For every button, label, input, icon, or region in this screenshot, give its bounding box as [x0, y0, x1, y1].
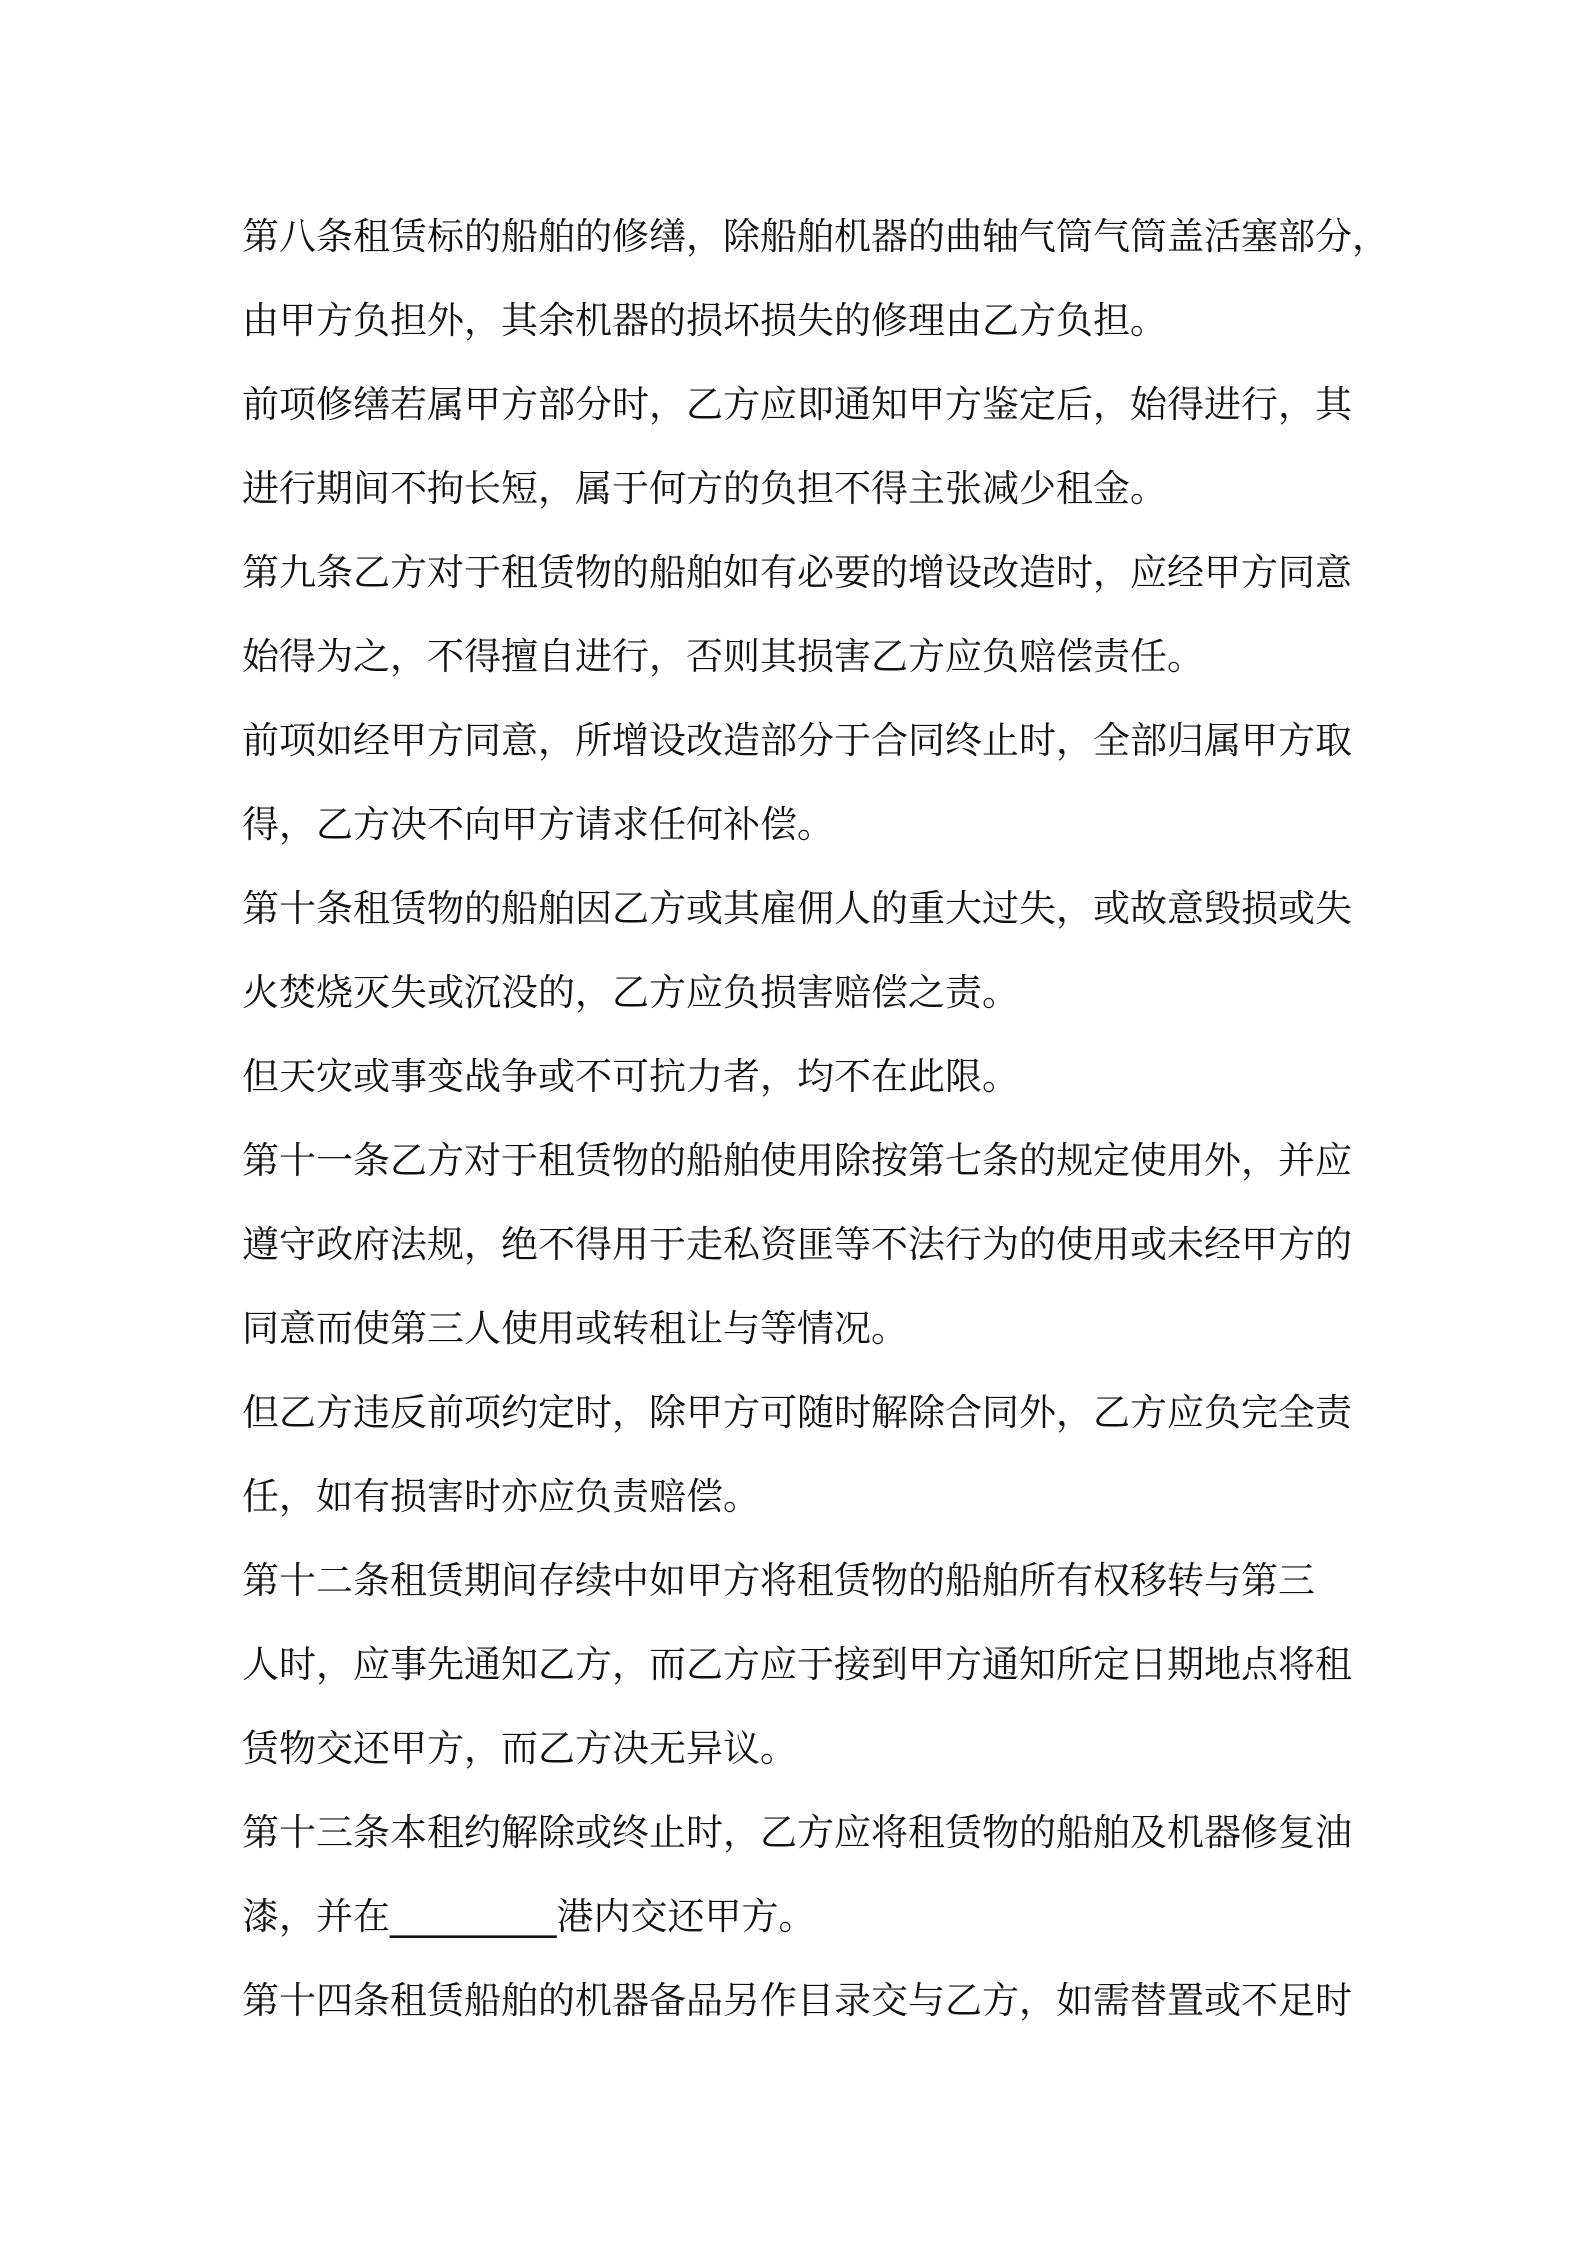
text-line: 第八条租赁标的船舶的修缮，除船舶机器的曲轴气筒气筒盖活塞部分， — [242, 215, 1389, 258]
text-line: 进行期间不拘长短，属于何方的负担不得主张减少租金。 — [242, 467, 1167, 510]
text-line: 始得为之，不得擅自进行，否则其损害乙方应负赔偿责任。 — [242, 635, 1204, 678]
text-line: 得，乙方决不向甲方请求任何补偿。 — [242, 803, 834, 846]
text-line: 第十一条乙方对于租赁物的船舶使用除按第七条的规定使用外，并应 — [242, 1139, 1352, 1182]
text-line: 遵守政府法规，绝不得用于走私资匪等不法行为的使用或未经甲方的 — [242, 1223, 1352, 1266]
text-line: 火焚烧灭失或沉没的，乙方应负损害赔偿之责。 — [242, 971, 1019, 1014]
text-line: 但天灾或事变战争或不可抗力者，均不在此限。 — [242, 1055, 1019, 1098]
text-line: 同意而使第三人使用或转租让与等情况。 — [242, 1307, 908, 1350]
text-line: 前项如经甲方同意，所增设改造部分于合同终止时，全部归属甲方取 — [242, 719, 1352, 762]
text-line: 但乙方违反前项约定时，除甲方可随时解除合同外，乙方应负完全责 — [242, 1391, 1352, 1434]
document-body — [242, 195, 1389, 2043]
text-line: 第十二条租赁期间存续中如甲方将租赁物的船舶所有权移转与第三 — [242, 1559, 1315, 1602]
text-line: 前项修缮若属甲方部分时，乙方应即通知甲方鉴定后，始得进行，其 — [242, 383, 1352, 426]
text-line: 任，如有损害时亦应负责赔偿。 — [242, 1475, 760, 1518]
text-line: 由甲方负担外，其余机器的损坏损失的修理由乙方负担。 — [242, 299, 1167, 342]
text-line: 漆，并在_________港内交还甲方。 — [242, 1895, 816, 1938]
text-line: 第九条乙方对于租赁物的船舶如有必要的增设改造时，应经甲方同意 — [242, 551, 1352, 594]
text-line: 第十四条租赁船舶的机器备品另作目录交与乙方，如需替置或不足时 — [242, 1979, 1352, 2022]
text-line: 第十条租赁物的船舶因乙方或其雇佣人的重大过失，或故意毁损或失 — [242, 887, 1352, 930]
text-line: 第十三条本租约解除或终止时，乙方应将租赁物的船舶及机器修复油 — [242, 1811, 1352, 1854]
text-line: 赁物交还甲方，而乙方决无异议。 — [242, 1727, 797, 1770]
text-line: 人时，应事先通知乙方，而乙方应于接到甲方通知所定日期地点将租 — [242, 1643, 1352, 1686]
